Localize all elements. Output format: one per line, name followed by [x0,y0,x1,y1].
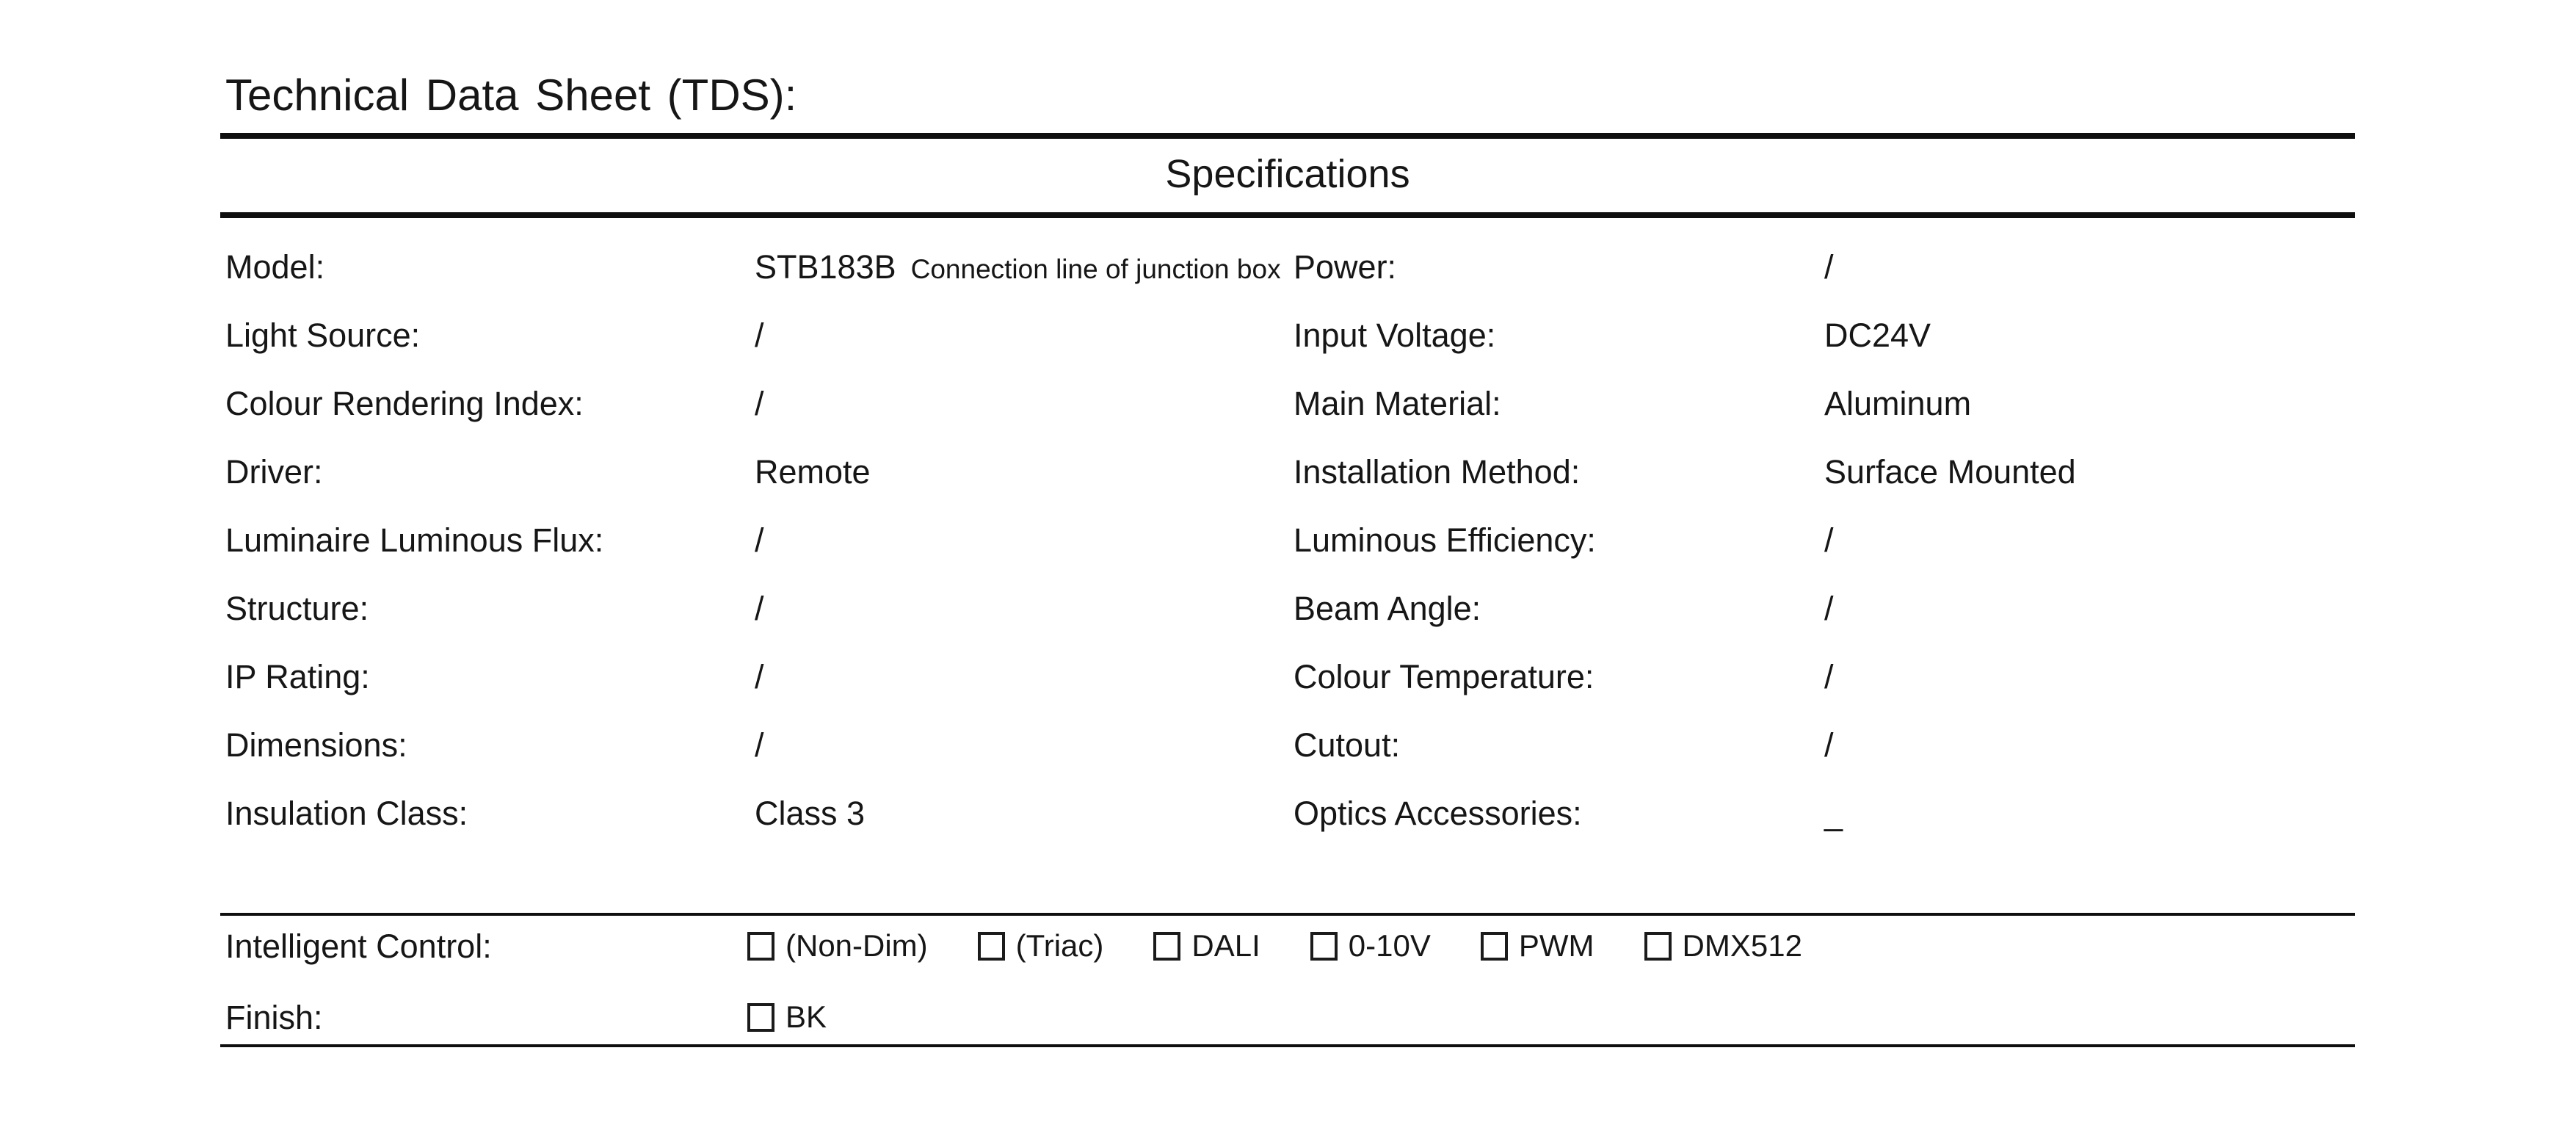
spec-label-input-voltage: Input Voltage: [1294,317,1496,354]
spec-value-input-voltage: DC24V [1824,317,1931,354]
option-dali-label: DALI [1191,928,1260,963]
spec-value-optics-accessories: _ [1824,795,1843,832]
spec-value-driver: Remote [755,453,871,491]
checkbox-0-10v[interactable] [1310,932,1338,961]
spec-value-ip-rating: / [755,658,764,695]
spec-value-structure: / [755,590,764,627]
option-triac-label: (Triac) [1015,928,1104,963]
spec-label-power: Power: [1294,248,1397,286]
spec-label-luminous-efficiency: Luminous Efficiency: [1294,521,1596,559]
section-divider [220,212,2355,218]
spec-label-light-source: Light Source: [225,317,421,354]
spec-label-installation-method: Installation Method: [1294,453,1581,491]
option-dmx512-label: DMX512 [1682,928,1802,963]
checkbox-non-dim[interactable] [747,932,774,961]
checkbox-dmx512[interactable] [1644,932,1672,961]
spec-label-dimensions: Dimensions: [225,726,407,764]
spec-label-main-material: Main Material: [1294,385,1501,422]
bottom-divider [220,1044,2355,1047]
spec-value-installation-method: Surface Mounted [1824,453,2076,491]
option-pwm [1481,930,1594,961]
spec-label-model: Model: [225,248,325,286]
spec-label-cutout: Cutout: [1294,726,1401,764]
spec-value-insulation-class: Class 3 [755,795,866,832]
option-0-10v-label: 0-10V [1348,928,1431,963]
spec-label-colour-temperature: Colour Temperature: [1294,658,1594,695]
spec-value-model-note: Connection line of junction box [910,254,1281,284]
intelligent-control-options [747,930,1802,961]
checkbox-dali[interactable] [1153,932,1180,961]
spec-label-structure: Structure: [225,590,369,627]
spec-label-colour-rendering-index: Colour Rendering Index: [225,385,584,422]
spec-value-luminous-efficiency: / [1824,521,1834,559]
checkbox-pwm[interactable] [1481,932,1508,961]
finish-row [225,984,2355,1050]
spec-label-driver: Driver: [225,453,323,491]
spec-value-luminaire-luminous-flux: / [755,521,764,559]
spec-label-ip-rating: IP Rating: [225,658,370,695]
specifications-table [225,233,2355,847]
title-divider [220,133,2355,139]
spec-value-power: / [1824,248,1834,286]
finish-options [747,999,827,1034]
page-title: Technical Data Sheet (TDS): [225,70,797,120]
option-dali [1153,930,1260,961]
section-title-specifications: Specifications [1165,152,1410,196]
spec-label-luminaire-luminous-flux: Luminaire Luminous Flux: [225,521,604,559]
option-non-dim-label: (Non-Dim) [786,928,928,963]
option-pwm-label: PWM [1518,928,1594,963]
spec-label-beam-angle: Beam Angle: [1294,590,1481,627]
spec-value-model: STB183B Connection line of junction box [755,248,1281,286]
spec-value-main-material: Aluminum [1824,385,1972,422]
checkbox-bk[interactable] [747,1003,774,1032]
option-bk [747,999,827,1034]
intelligent-control-label: Intelligent Control: [225,927,492,965]
spec-label-optics-accessories: Optics Accessories: [1294,795,1582,832]
spec-value-beam-angle: / [1824,590,1834,627]
spec-value-dimensions: / [755,726,764,764]
spec-value-light-source: / [755,317,764,354]
spec-value-colour-rendering-index: / [755,385,764,422]
finish-label: Finish: [225,998,323,1036]
spec-value-cutout: / [1824,726,1834,764]
checkbox-triac[interactable] [978,932,1005,961]
option-bk-label: BK [786,999,827,1034]
spec-value-colour-temperature: / [1824,658,1834,695]
spec-label-insulation-class: Insulation Class: [225,795,468,832]
intelligent-control-row [225,913,2355,979]
option-non-dim [747,930,928,961]
option-dmx512 [1644,930,1802,961]
option-0-10v [1310,930,1431,961]
option-triac [978,930,1104,961]
